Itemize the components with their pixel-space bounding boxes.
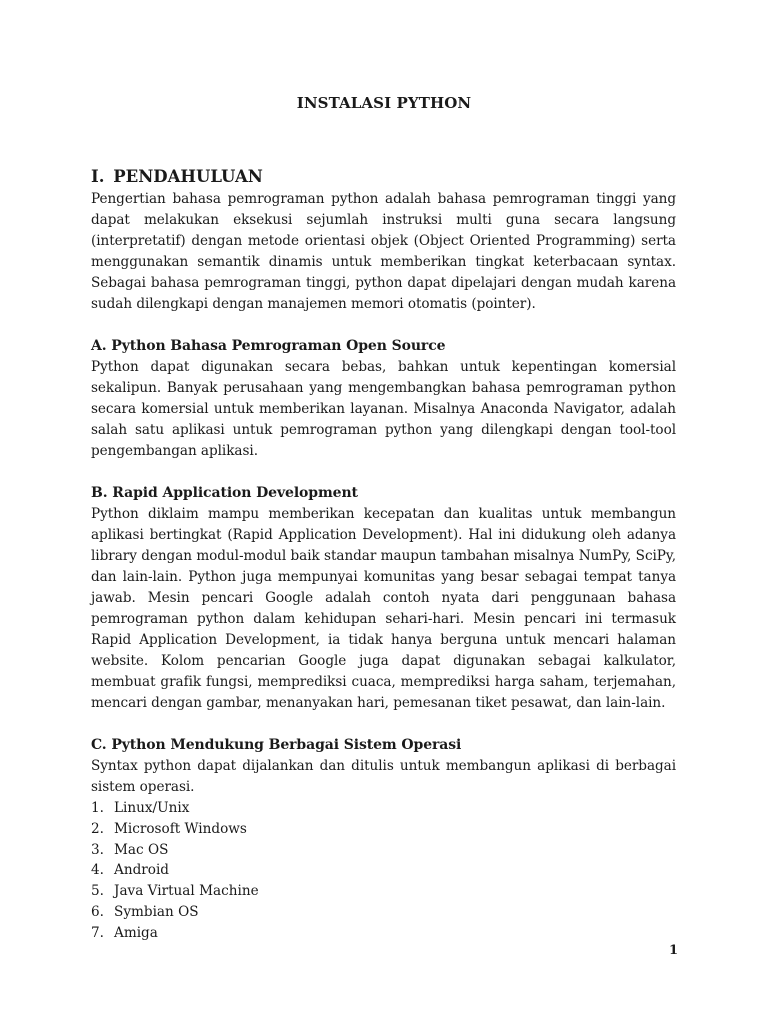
list-item — [91, 840, 676, 861]
list-item-label: Android — [114, 862, 170, 879]
os-support-paragraph: Syntax python dapat dijalankan dan ditulis untuk membangun aplikasi di berbagai sistem operasi. — [91, 758, 676, 795]
open-source-paragraph: Python dapat digunakan secara bebas, bahkan untuk kepentingan komersial sekalipun. Banyak perusahaan yang mengembangkan bahasa pemrograman python secara komersial untuk memberikan layanan. Misalnya Anaconda Navigator, adalah salah satu aplikasi untuk pemrograman python yang dilengkapi dengan tool-tool pengembangan aplikasi. — [91, 359, 676, 459]
list-item-label: Microsoft Windows — [114, 820, 247, 837]
spacer — [91, 714, 676, 735]
os-list — [91, 798, 676, 944]
document-title: INSTALASI PYTHON — [296, 94, 472, 112]
list-item — [91, 881, 676, 902]
subsection-heading-os-support: C. Python Mendukung Berbagai Sistem Operasi — [91, 737, 462, 753]
list-item — [91, 902, 676, 923]
list-item-label: Amiga — [114, 924, 158, 941]
spacer — [91, 462, 676, 483]
list-item-label: Symbian OS — [114, 903, 199, 920]
list-item-number: 4. — [91, 862, 104, 879]
list-item-number: 6. — [91, 903, 104, 920]
list-item — [91, 923, 676, 944]
subsection-heading-rad: B. Rapid Application Development — [91, 485, 358, 501]
list-item-number: 1. — [91, 800, 104, 816]
list-item-label: Mac OS — [114, 841, 169, 858]
list-item-number: 5. — [91, 883, 104, 900]
section-heading-pendahuluan: I. PENDAHULUAN — [91, 167, 263, 186]
page-number: 1 — [668, 943, 678, 958]
list-item-number: 7. — [91, 924, 104, 941]
list-item-number: 3. — [91, 841, 104, 858]
list-item-label: Java Virtual Machine — [114, 883, 259, 900]
spacer — [91, 315, 676, 336]
list-item — [91, 798, 676, 819]
intro-paragraph: Pengertian bahasa pemrograman python adalah bahasa pemrograman tinggi yang dapat melakukan eksekusi sejumlah instruksi multi guna secara langsung (interpretatif) dengan metode orientasi objek (Object Oriented Programming) serta menggunakan semantik dinamis untuk memberikan tingkat keterbacaan syntax. Sebagai bahasa pemrograman tinggi, python dapat dipelajari dengan mudah karena sudah dilengkapi dengan manajemen memori otomatis (pointer). — [91, 191, 676, 312]
subsection-heading-open-source: A. Python Bahasa Pemrograman Open Source — [91, 338, 446, 354]
list-item-label: Linux/Unix — [114, 800, 190, 816]
rad-paragraph: Python diklaim mampu memberikan kecepatan dan kualitas untuk membangun aplikasi bertingkat (Rapid Application Development). Hal ini didukung oleh adanya library dengan modul-modul baik standar maupun tambahan misalnya NumPy, SciPy, dan lain-lain. Python juga mempunyai komunitas yang besar sebagai tempat tanya jawab. Mesin pencari Google adalah contoh nyata dari penggunaan bahasa pemrograman python dalam kehidupan sehari-hari. Mesin pencari ini termasuk Rapid Application Development, ia tidak hanya berguna untuk mencari halaman website. Kolom pencarian Google juga dapat digunakan sebagai kalkulator, membuat grafik fungsi, memprediksi cuaca, memprediksi harga saham, terjemahan, mencari dengan gambar, menanyakan hari, pemesanan tiket pesawat, dan lain-lain. — [91, 506, 676, 711]
document-content — [91, 167, 676, 944]
list-item-number: 2. — [91, 820, 104, 837]
list-item — [91, 819, 676, 840]
list-item — [91, 860, 676, 881]
